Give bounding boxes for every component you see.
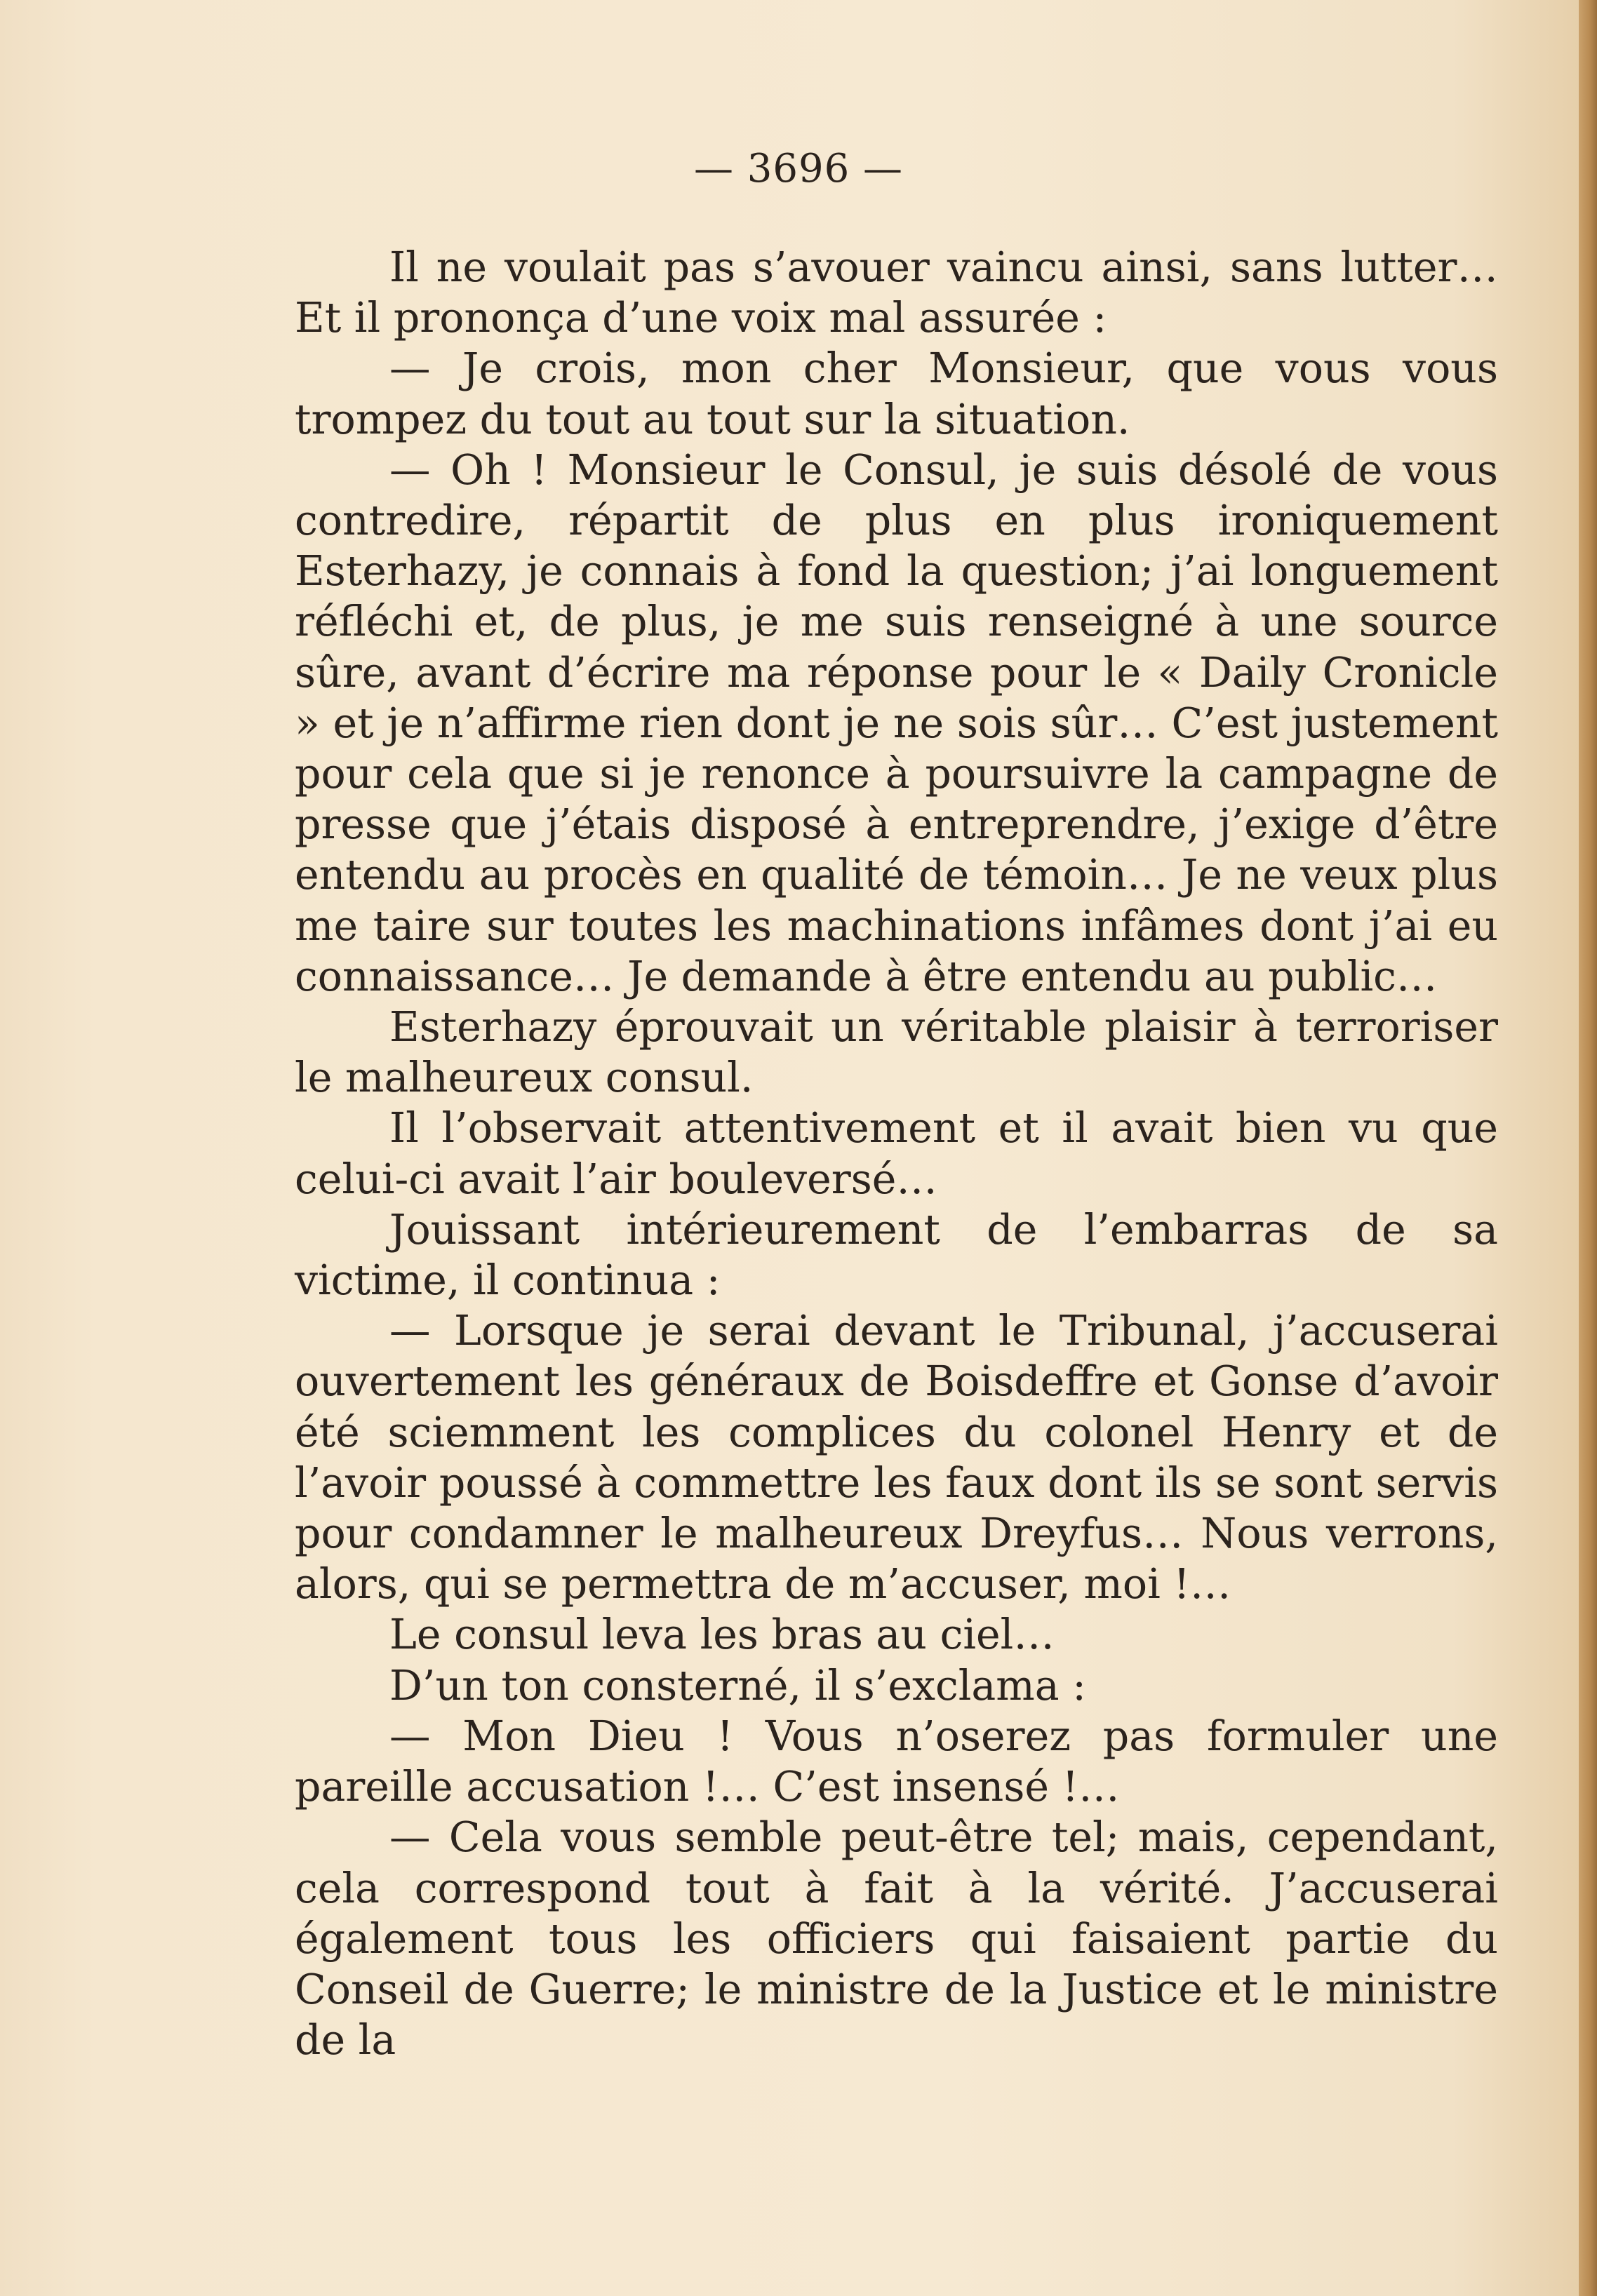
page-edge bbox=[1579, 0, 1597, 2296]
paragraph: — Lorsque je serai devant le Tribunal, j’accuserai ouvertement les généraux de Boisdeffre et Gonse d’avoir été sciemment les complices du colonel Henry et de l’avoir poussé à commettre les faux dont ils se sont servis pour condamner le malheureux Dreyfus… Nous verrons, alors, qui se permettra de m’accuser, moi !… bbox=[295, 1307, 1498, 1609]
paragraph: Le consul leva les bras au ciel… bbox=[389, 1611, 1055, 1659]
body-text bbox=[295, 242, 1498, 2065]
paragraph: Esterhazy éprouvait un véritable plaisir à terroriser le malheureux consul. bbox=[295, 1003, 1498, 1102]
page-number: — 3696 — bbox=[693, 146, 904, 192]
paragraph: — Je crois, mon cher Monsieur, que vous vous trompez du tout au tout sur la situation. bbox=[295, 344, 1498, 443]
paragraph: Il ne voulait pas s’avouer vaincu ainsi, sans lutter… Et il prononça d’une voix mal assurée : bbox=[295, 243, 1498, 342]
paragraph: — Mon Dieu ! Vous n’oserez pas formuler une pareille accusation !… C’est insensé !… bbox=[295, 1712, 1498, 1811]
paragraph: Jouissant intérieurement de l’embarras de sa victime, il continua : bbox=[295, 1205, 1498, 1305]
paragraph: — Oh ! Monsieur le Consul, je suis désolé de vous contredire, répartit de plus en plus ironiquement Esterhazy, je connais à fond la question; j’ai longuement réfléchi et, de plus, je me suis renseigné à une source sûre, avant d’écrire ma réponse pour le « Daily Cronicle » et je n’affirme rien dont je ne sois sûr… C’est justement pour cela que si je renonce à poursuivre la campagne de presse que j’étais disposé à entreprendre, j’exige d’être entendu au procès en qualité de témoin… Je ne veux plus me taire sur toutes les machinations infâmes dont j’ai eu connaissance… Je demande à être entendu au public… bbox=[295, 445, 1498, 1000]
paragraph: D’un ton consterné, il s’exclama : bbox=[389, 1661, 1086, 1710]
paragraph: — Cela vous semble peut-être tel; mais, cependant, cela correspond tout à fait à la vérité. J’accuserai également tous les officiers qui faisaient partie du Conseil de Guerre; le ministre de la Justice et le ministre de la bbox=[295, 1813, 1498, 2065]
paragraph: Il l’observait attentivement et il avait bien vu que celui-ci avait l’air bouleversé… bbox=[295, 1104, 1498, 1203]
